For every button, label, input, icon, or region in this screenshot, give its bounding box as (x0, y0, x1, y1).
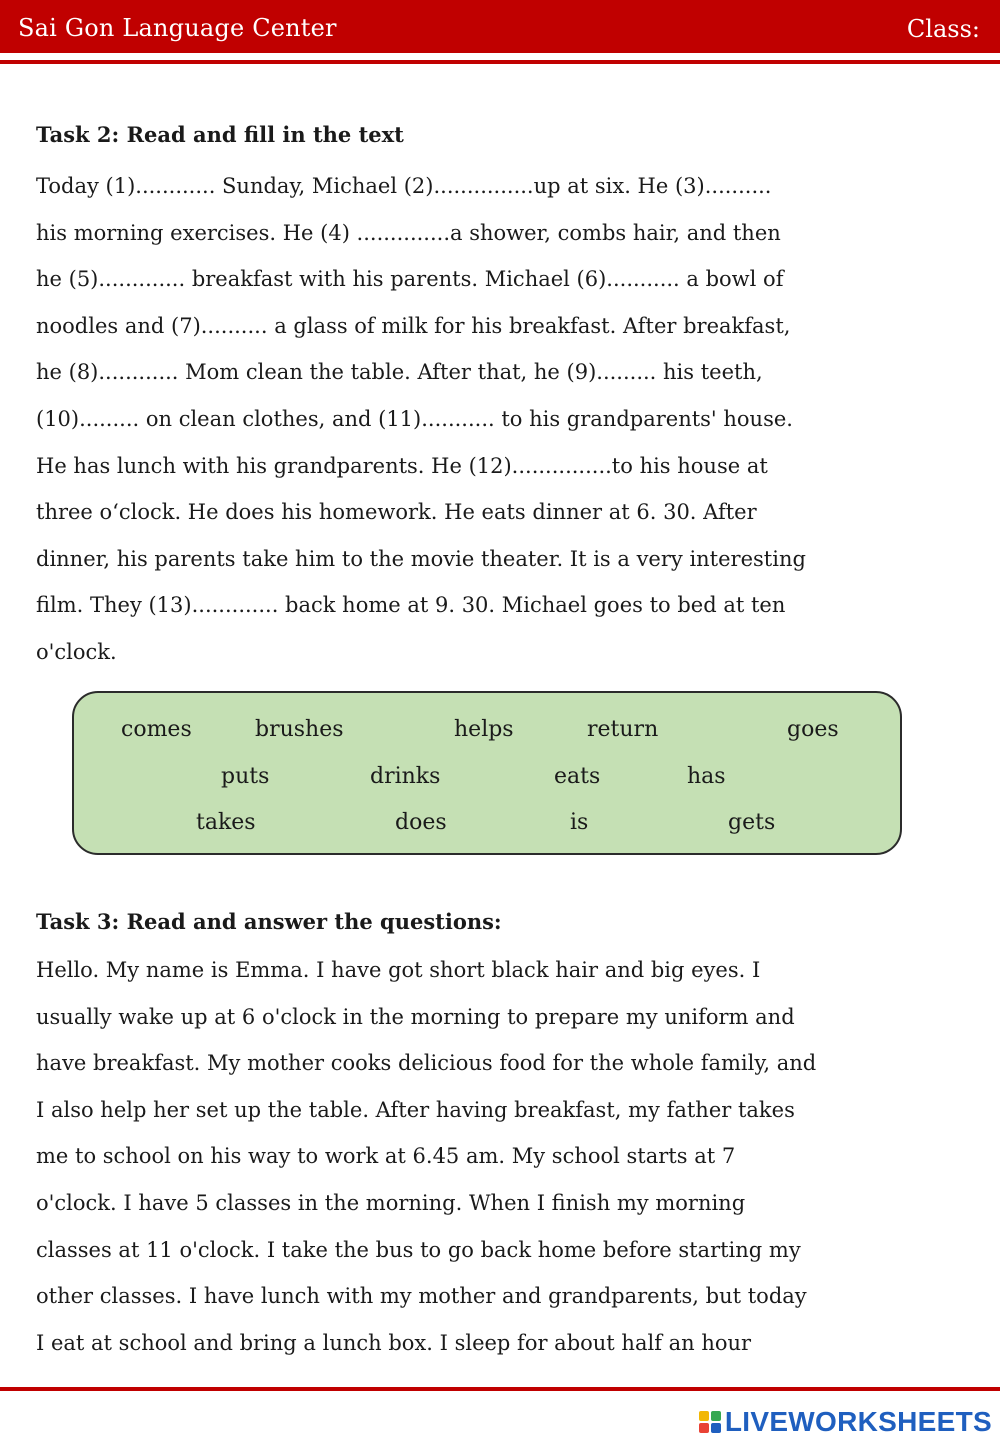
word-bank-item: is (570, 810, 589, 835)
word-bank-item: comes (121, 717, 192, 742)
task3-line: have breakfast. My mother cooks delicious food for the whole family, and (36, 1051, 817, 1076)
center-name: Sai Gon Language Center (18, 14, 337, 42)
task3-line: I eat at school and bring a lunch box. I sleep for about half an hour (36, 1330, 752, 1355)
task3-section (36, 907, 971, 1366)
word-bank-item: helps (454, 717, 514, 742)
word-bank-item: takes (196, 810, 256, 835)
word-bank-item: puts (221, 764, 270, 789)
task2-line: he (8)............ Mom clean the table. After that, he (9)......... his teeth, (36, 360, 763, 385)
task2-line: Today (1)............ Sunday, Michael (2)...............up at six. He (3).......... (36, 174, 772, 198)
task3-heading: Task 3: Read and answer the questions: (36, 909, 502, 934)
task2-section (36, 120, 971, 676)
task2-line: dinner, his parents take him to the movie theater. It is a very interesting (36, 546, 806, 571)
word-bank-item: eats (554, 764, 601, 789)
header-bar (0, 0, 1000, 53)
logo-blocks-icon (699, 1411, 721, 1433)
task2-line: he (5)............. breakfast with his parents. Michael (6)........... a bowl of (36, 267, 784, 292)
footer-divider (0, 1387, 1000, 1391)
header-divider (0, 60, 1000, 64)
task3-line: o'clock. I have 5 classes in the morning. When I finish my morning (36, 1190, 746, 1215)
task3-line: me to school on his way to work at 6.45 am. My school starts at 7 (36, 1144, 736, 1169)
task2-line: film. They (13)............. back home at 9. 30. Michael goes to bed at ten (36, 593, 786, 618)
word-bank-item: brushes (255, 717, 344, 742)
task2-line: three o‘clock. He does his homework. He eats dinner at 6. 30. After (36, 500, 757, 525)
task2-heading: Task 2: Read and fill in the text (36, 122, 404, 147)
class-label: Class: (906, 15, 980, 43)
task3-line: Hello. My name is Emma. I have got short black hair and big eyes. I (36, 958, 761, 982)
word-bank-item: drinks (370, 764, 441, 789)
word-bank-item: does (395, 810, 447, 835)
liveworksheets-logo[interactable] (699, 1404, 992, 1440)
task2-line: He has lunch with his grandparents. He (12)...............to his house at (36, 453, 768, 478)
word-bank-item: return (587, 717, 659, 742)
task2-line: noodles and (7).......... a glass of milk for his breakfast. After breakfast, (36, 313, 791, 338)
task3-line: I also help her set up the table. After having breakfast, my father takes (36, 1097, 795, 1122)
task3-line: classes at 11 o'clock. I take the bus to go back home before starting my (36, 1237, 801, 1262)
task2-passage (36, 163, 971, 676)
task3-line: usually wake up at 6 o'clock in the morning to prepare my uniform and (36, 1004, 795, 1029)
logo-text: LIVEWORKSHEETS (724, 1406, 992, 1437)
word-bank-item: goes (787, 717, 839, 742)
task3-passage (36, 947, 971, 1366)
task3-line: other classes. I have lunch with my mother and grandparents, but today (36, 1284, 807, 1309)
word-bank-box (72, 691, 902, 855)
task2-line: o'clock. (36, 639, 117, 664)
word-bank-item: gets (728, 810, 776, 835)
task2-line: (10)......... on clean clothes, and (11)........... to his grandparents' house. (36, 406, 793, 431)
word-bank-item: has (687, 764, 726, 789)
task2-line: his morning exercises. He (4) ..............a shower, combs hair, and then (36, 220, 781, 245)
